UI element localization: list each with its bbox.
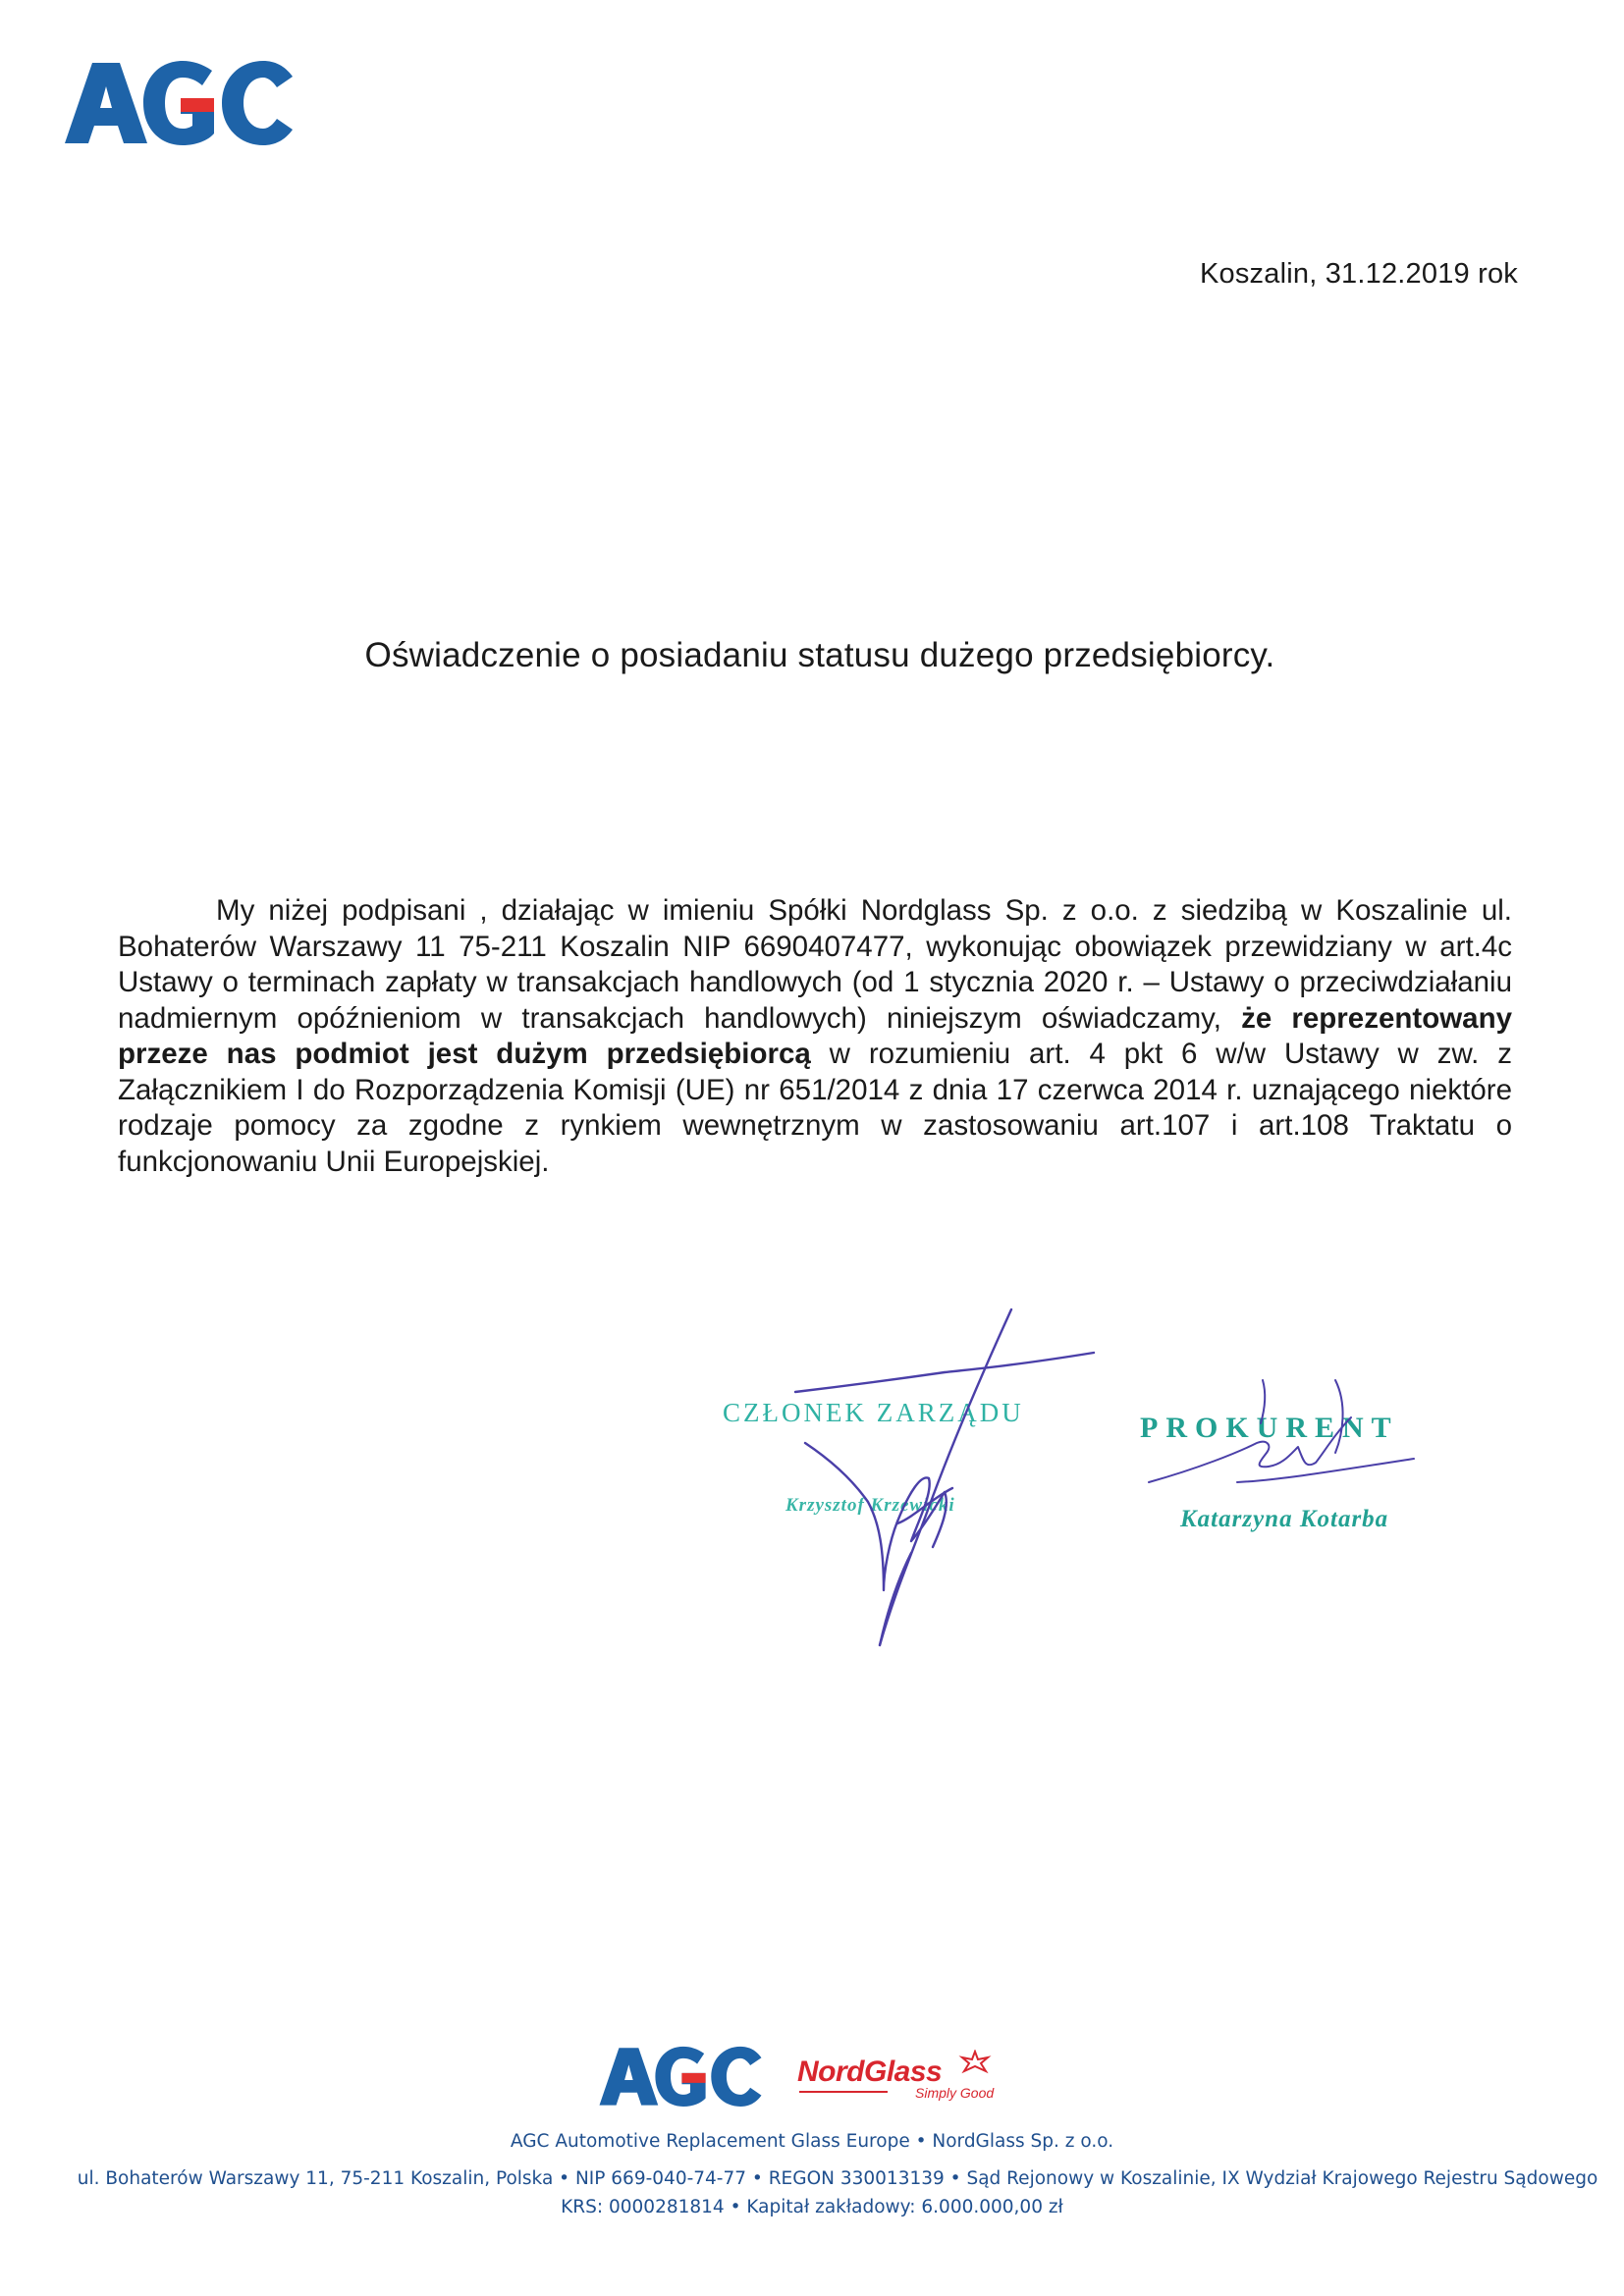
nordglass-underline <box>799 2091 888 2093</box>
document-title: Oświadczenie o posiadaniu statusu dużego przedsiębiorcy. <box>364 636 1275 674</box>
nordglass-brand: NordGlass <box>797 2056 943 2088</box>
nordglass-tagline: Simply Good <box>915 2085 995 2101</box>
handwritten-signatures <box>687 1296 1551 1669</box>
agc-logo <box>65 57 293 145</box>
statement-text-part2: w rozumieniu art. 4 pkt 6 w/w Ustawy w zw. z Załącznikiem I do Rozporządzenia Komisji (UE) nr 651/2014 z dnia 17 czerwca 2014 r. uznającego niektóre rodzaje pomocy za zgodne z rynkiem wewnętrznym w zastosowaniu art.107 i art.108 Traktatu o funkcjonowaniu Unii Europejskiej. <box>118 1038 1512 1178</box>
nordglass-logo <box>797 2056 1013 2114</box>
document-date: Koszalin, 31.12.2019 rok <box>1199 258 1518 290</box>
footer-krs-line: KRS: 0000281814 • Kapitał zakładowy: 6.000.000,00 zł <box>561 2197 1063 2217</box>
nordglass-star-icon <box>958 2050 992 2075</box>
stamp-left-name: Krzysztof Krzewicki <box>785 1495 955 1516</box>
statement-bold-claim: że reprezentowany przeze nas podmiot jest dużym przedsiębiorcą <box>118 1001 1512 1070</box>
stamp-right-name: Katarzyna Kotarba <box>1180 1506 1389 1532</box>
statement-body <box>118 893 1512 1180</box>
stamp-proxy: PROKURENT <box>1140 1412 1399 1444</box>
footer-address-line: ul. Bohaterów Warszawy 11, 75-211 Koszalin, Polska • NIP 669-040-74-77 • REGON 330013139 • Sąd Rejonowy w Koszalinie, IX Wydział Krajowego Rejestru Sądowego <box>77 2168 1598 2189</box>
footer-agc-logo <box>597 2044 764 2107</box>
footer-company-line: AGC Automotive Replacement Glass Europe • NordGlass Sp. z o.o. <box>510 2131 1114 2152</box>
statement-text-part1: My niżej podpisani , działając w imieniu Spółki Nordglass Sp. z o.o. z siedzibą w Koszalinie ul. Bohaterów Warszawy 11 75-211 Koszalin NIP 6690407477, wykonując obowiązek przewidziany w art.4c Ustawy o terminach zapłaty w transakcjach handlowych (od 1 stycznia 2020 r. – Ustawy o przeciwdziałaniu nadmiernym opóźnieniom w transakcjach handlowych) niniejszym oświadczamy, <box>118 894 1512 1035</box>
signature-area <box>687 1296 1551 1669</box>
stamp-member-of-board: CZŁONEK ZARZĄDU <box>723 1398 1024 1427</box>
